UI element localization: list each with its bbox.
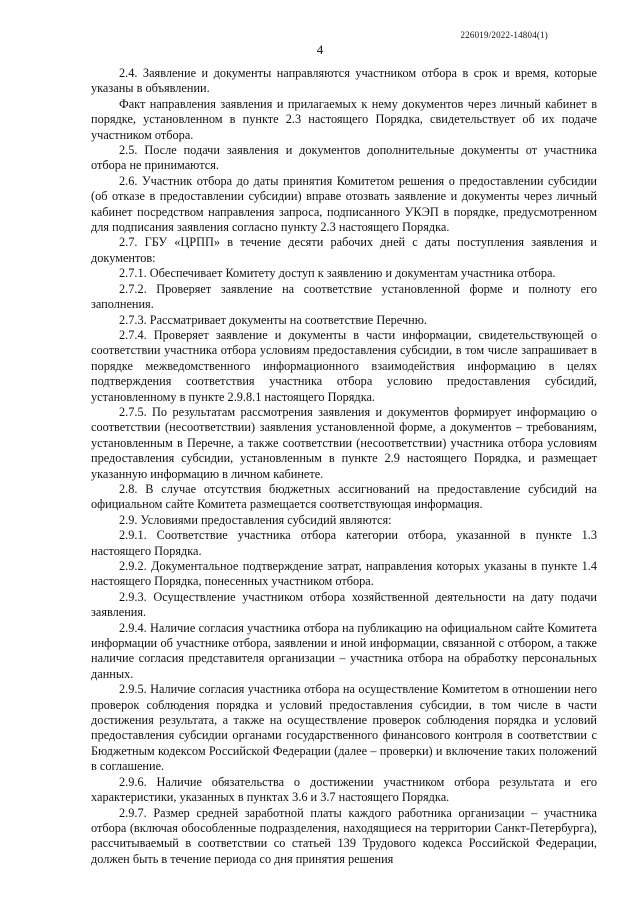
document-body: [91, 66, 597, 867]
paragraph-2-9-2: 2.9.2. Документальное подтверждение затрат, направления которых указаны в пункте 1.4 настоящего Порядка, понесенных участником отбора.: [91, 559, 597, 589]
paragraph-2-4-fact: Факт направления заявления и прилагаемых к нему документов через личный кабинет в порядке, установленном в пункте 2.3 настоящего Порядка, свидетельствует об их подаче участником отбора.: [91, 96, 597, 142]
paragraph-2-9: 2.9. Условиями предоставления субсидий являются:: [119, 512, 392, 527]
page-number: 4: [316, 42, 324, 57]
paragraph-2-7-1: 2.7.1. Обеспечивает Комитету доступ к заявлению и документам участника отбора.: [119, 266, 556, 281]
paragraph-2-9-7: 2.9.7. Размер средней заработной платы каждого работника организации – участника отбора (включая обособленные подразделения, находящиеся на территории Санкт-Петербурга), рассчитываемый в соответствии со статьей 139 Трудового кодекса Российской Федерации, должен быть в течение периода со дня принятия решения: [91, 805, 597, 866]
paragraph-2-9-4: 2.9.4. Наличие согласия участника отбора на публикацию на официальном сайте Комитета информации об участнике отбора, заявлении и иной информации, связанной с отбором, а также наличие согласия представителя организации – участника отбора на обработку персональных данных.: [91, 620, 597, 681]
paragraph-2-7-4: 2.7.4. Проверяет заявление и документы в части информации, свидетельствующей о соответствии участника отбора условиям предоставления субсидии, в том числе запрашивает в порядке межведомственного информационного взаимодействия информацию в целях подтверждения соответствия участника отбора условию предоставления субсидий, установленному в пункте 2.9.8.1 настоящего Порядка.: [91, 327, 597, 404]
paragraph-2-9-3: 2.9.3. Осуществление участником отбора хозяйственной деятельности на дату подачи заявления.: [91, 589, 597, 620]
paragraph-2-8: 2.8. В случае отсутствия бюджетных ассигнований на предоставление субсидий на официальном сайте Комитета размещается соответствующая информация.: [91, 481, 597, 512]
document-number: 226019/2022-14804(1): [460, 30, 548, 40]
paragraph-2-9-6: 2.9.6. Наличие обязательства о достижении участником отбора результата и его характеристики, указанных в пунктах 3.6 и 3.7 настоящего Порядка.: [91, 774, 597, 805]
paragraph-2-7: 2.7. ГБУ «ЦРПП» в течение десяти рабочих дней с даты поступления заявления и документов:: [91, 235, 597, 265]
paragraph-2-7-5: 2.7.5. По результатам рассмотрения заявления и документов формирует информацию о соответствии (несоответствии) заявления установленной форме, а документов – требованиям, установленным в Перечне, а также соответствии (несоответствии) участника отбора условиям предоставления субсидии, установленным в пункте 2.9 настоящего Порядка, и размещает указанную информацию в личном кабинете.: [91, 404, 597, 481]
paragraph-2-4: 2.4. Заявление и документы направляются участником отбора в срок и время, которые указаны в объявлении.: [91, 66, 597, 96]
paragraph-2-9-5: 2.9.5. Наличие согласия участника отбора на осуществление Комитетом в отношении него проверок соблюдения порядка и условий предоставления субсидии, в том числе в части достижения результата, а также на осуществление проверок соблюдения порядка и условий предоставления субсидии органами государственного финансового контроля в соответствии с Бюджетным кодексом Российской Федерации (далее – проверки) и включение таких положений в соглашение.: [91, 682, 597, 774]
paragraph-2-6: 2.6. Участник отбора до даты принятия Комитетом решения о предоставлении субсидии (об отказе в предоставлении субсидии) вправе отозвать заявление и документы через личный кабинет посредством направления запроса, подписанного УКЭП в порядке, предусмотренном для подписания заявления согласно пункту 2.3 настоящего Порядка.: [91, 173, 597, 235]
paragraph-2-7-2: 2.7.2. Проверяет заявление на соответствие установленной форме и полноту его заполнения.: [91, 281, 597, 312]
paragraph-2-7-3: 2.7.3. Рассматривает документы на соответствие Перечню.: [119, 312, 427, 327]
paragraph-2-5: 2.5. После подачи заявления и документов дополнительные документы от участника отбора не принимаются.: [91, 143, 597, 173]
paragraph-2-9-1: 2.9.1. Соответствие участника отбора категории отбора, указанной в пункте 1.3 настоящего Порядка.: [91, 528, 597, 558]
